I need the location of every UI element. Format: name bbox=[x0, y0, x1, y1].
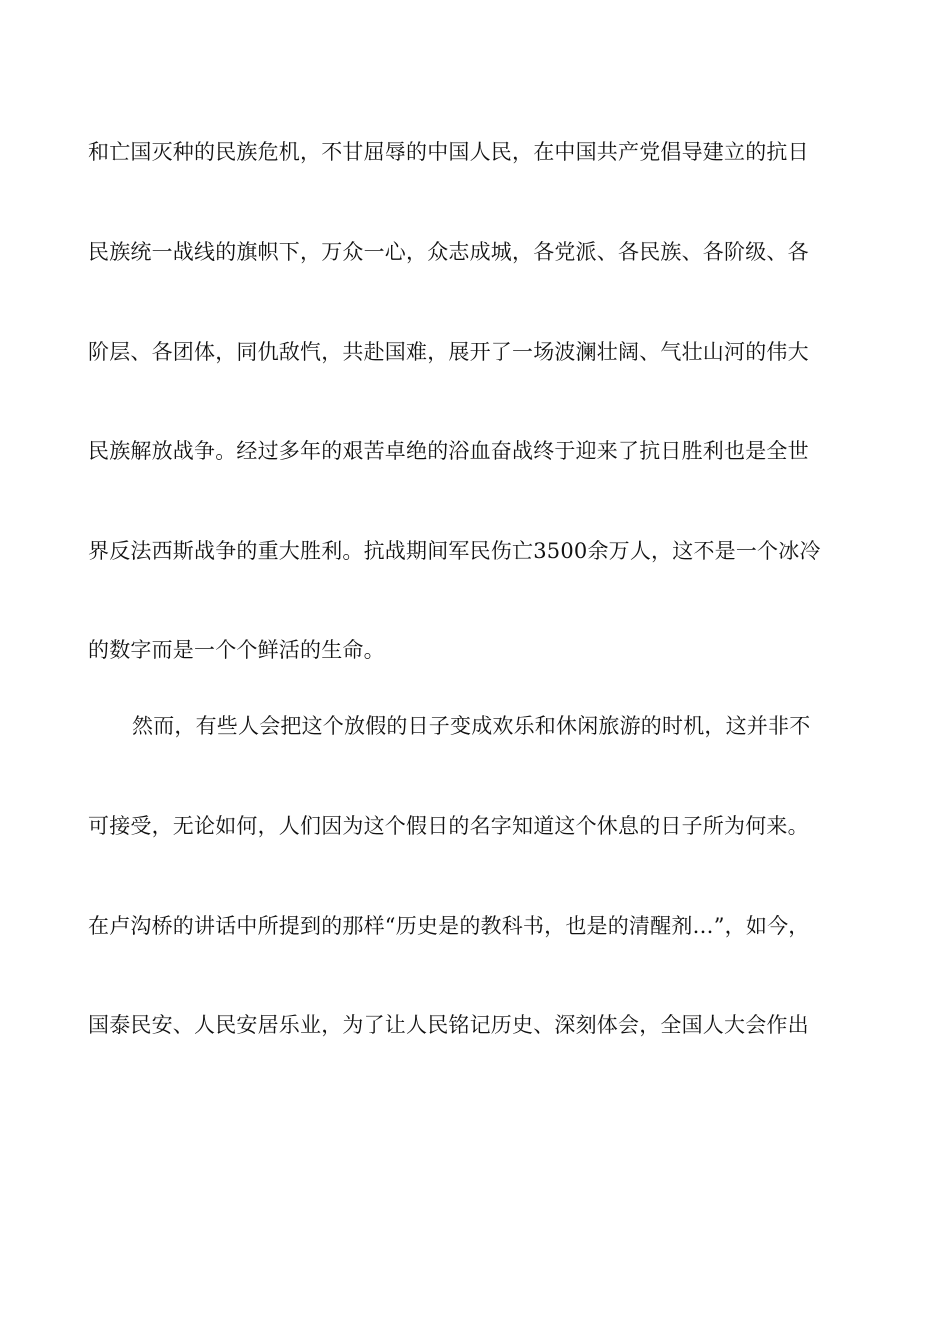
text-line-2: 民族统一战线的旗帜下，万众一心，众志成城，各党派、各民族、各阶级、各 bbox=[88, 240, 809, 264]
text-line-5: 界反法西斯战争的重大胜利。抗战期间军民伤亡3500余万人，这不是一个冰冷 bbox=[88, 539, 821, 563]
text-line-3: 阶层、各团体，同仇敌忾，共赴国难，展开了一场波澜壮阔、气壮山河的伟大 bbox=[88, 340, 809, 364]
text-line-1: 和亡国灭种的民族危机，不甘屈辱的中国人民，在中国共产党倡导建立的抗日 bbox=[88, 140, 809, 164]
text-line-4: 民族解放战争。经过多年的艰苦卓绝的浴血奋战终于迎来了抗日胜利也是全世 bbox=[88, 439, 809, 463]
text-line-10: 国泰民安、人民安居乐业，为了让人民铭记历史、深刻体会，全国人大会作出 bbox=[88, 1013, 809, 1037]
text-line-9: 在卢沟桥的讲话中所提到的那样“历史是的教科书，也是的清醒剂…”，如今， bbox=[88, 914, 810, 938]
text-line-7: 然而，有些人会把这个放假的日子变成欢乐和休闲旅游的时机，这并非不 bbox=[132, 714, 811, 738]
text-line-6: 的数字而是一个个鲜活的生命。 bbox=[88, 638, 385, 662]
text-line-8: 可接受，无论如何，人们因为这个假日的名字知道这个休息的日子所为何来。 bbox=[88, 814, 809, 838]
